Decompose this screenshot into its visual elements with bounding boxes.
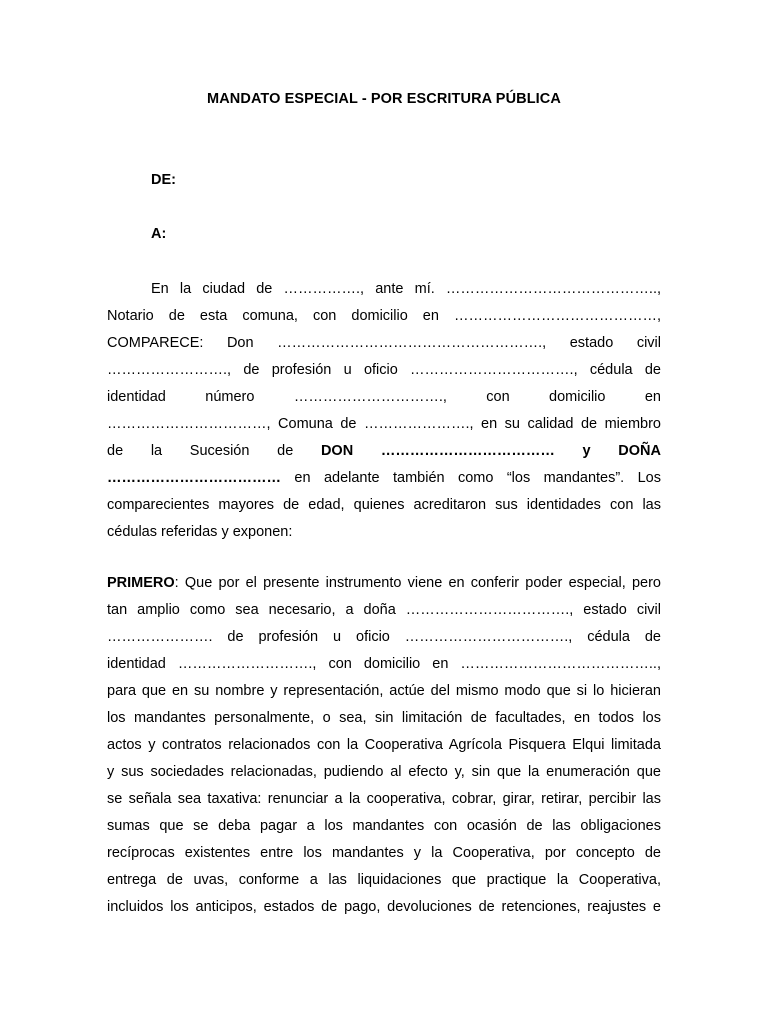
- document-title: MANDATO ESPECIAL - POR ESCRITURA PÚBLICA: [207, 91, 561, 107]
- a-label: A:: [151, 226, 167, 242]
- paragraph-line: En la ciudad de ……………., ante mí. ……………………………………..,: [151, 281, 661, 297]
- paragraph-line: identidad ………………………., con domicilio en …………………………………..,: [107, 656, 661, 672]
- paragraph-line: se señala sea taxativa: renunciar a la cooperativa, cobrar, girar, retirar, percibir las: [107, 791, 661, 807]
- paragraph-line: actos y contratos relacionados con la Cooperativa Agrícola Pisquera Elqui limitada: [107, 737, 661, 753]
- paragraph-line: los mandantes personalmente, o sea, sin limitación de facultades, en todos los: [107, 710, 661, 726]
- paragraph-line: comparecientes mayores de edad, quienes acreditaron sus identidades con las: [107, 497, 661, 513]
- paragraph-line-sucesion: [107, 438, 661, 465]
- paragraph-line: tan amplio como sea necesario, a doña ……………………………., estado civil: [107, 602, 661, 618]
- paragraph-line: y sus sociedades relacionadas, pudiendo al efecto y, sin que la enumeración que: [107, 764, 661, 780]
- mandantes-text: en adelante también como “los mandantes”. Los: [294, 470, 661, 486]
- paragraph-line: entrega de uvas, conforme a las liquidaciones que practique la Cooperativa,: [107, 872, 661, 888]
- paragraph-line: COMPARECE: Don ………………………………………………., estado civil: [107, 335, 661, 351]
- sucesion-text: de la Sucesión de: [107, 443, 294, 459]
- paragraph-line: incluidos los anticipos, estados de pago, devoluciones de retenciones, reajustes e: [107, 899, 661, 915]
- primero-heading: PRIMERO: [107, 575, 175, 591]
- paragraph-line: ……………………………, Comuna de …………………., en su calidad de miembro: [107, 416, 661, 432]
- paragraph-line-mandantes: [107, 465, 661, 492]
- de-label: DE:: [151, 172, 176, 188]
- paragraph-line: cédulas referidas y exponen:: [107, 524, 293, 540]
- dona-name-dots: ………………………………: [107, 470, 281, 486]
- paragraph-primero: [107, 570, 661, 921]
- paragraph-line: para que en su nombre y representación, actúe del mismo modo que si lo hicieran: [107, 683, 661, 699]
- paragraph-line: sumas que se deba pagar a los mandantes con ocasión de las obligaciones: [107, 818, 661, 834]
- paragraph-line: …………………. de profesión u oficio ……………………………., cédula de: [107, 629, 661, 645]
- paragraph-line-primero: [107, 570, 661, 597]
- paragraph-line: ……………………., de profesión u oficio ……………………………., cédula de: [107, 362, 661, 378]
- don-dona-bold: DON ……………………………… y DOÑA: [320, 443, 661, 459]
- paragraph-line: Notario de esta comuna, con domicilio en ……………………………………,: [107, 308, 661, 324]
- primero-text: : Que por el presente instrumento viene en conferir poder especial, pero: [174, 575, 661, 591]
- paragraph-line: identidad número …………………………., con domicilio en: [107, 389, 661, 405]
- paragraph-line: recíprocas existentes entre los mandantes y la Cooperativa, por concepto de: [107, 845, 661, 861]
- paragraph-comparecencia: [107, 276, 661, 546]
